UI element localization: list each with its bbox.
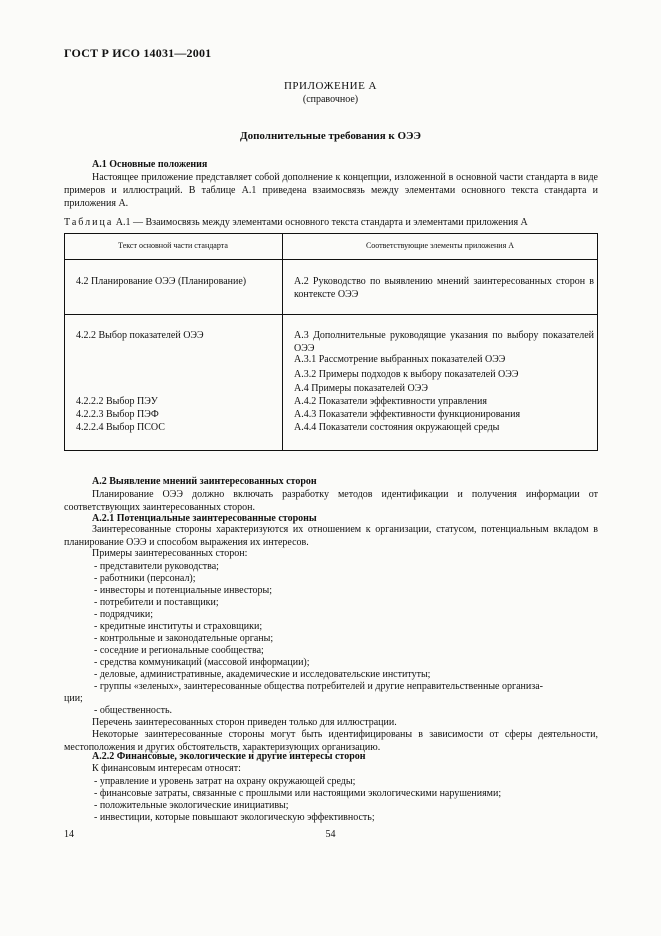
examples-intro: Примеры заинтересованных сторон: [92, 548, 248, 559]
list-item: - соседние и региональные сообщества; [94, 645, 264, 656]
section-a22-heading: А.2.2 Финансовые, экологические и другие интересы сторон [92, 751, 366, 762]
list-item: - положительные экологические инициативы; [94, 800, 289, 811]
section-a1-heading: А.1 Основные положения [92, 159, 208, 170]
list-item-continuation: ции; [64, 693, 83, 704]
table-row2-left-sub: 4.2.2.2 Выбор ПЭУ [76, 396, 158, 407]
list-item: - работники (персонал); [94, 573, 196, 584]
appendix-title: ПРИЛОЖЕНИЕ А [283, 80, 377, 92]
document-title: Дополнительные требования к ОЭЭ [240, 130, 421, 142]
note-illustration: Перечень заинтересованных сторон приведен только для иллюстрации. [92, 717, 397, 728]
section-a1-paragraph: Настоящее приложение представляет собой дополнение к концепции, изложенной в основной части стандарта в виде примеров и иллюстраций. В таблице А.1 приведена взаимосвязь между элементами основного текста стандарта и приложения А. [64, 172, 598, 209]
list-item: - финансовые затраты, связанные с прошлыми или настоящими экологическими нарушениями; [94, 788, 502, 799]
page-number-center: 54 [325, 829, 336, 840]
financial-intro: К финансовым интересам относят: [92, 763, 241, 774]
section-a21-heading: А.2.1 Потенциальные заинтересованные стороны [92, 513, 317, 524]
list-item: - управление и уровень затрат на охрану окружающей среды; [94, 776, 356, 787]
table-row2-left-sub: 4.2.2.4 Выбор ПСОС [76, 422, 165, 433]
section-a21-paragraph: Заинтересованные стороны характеризуются их отношением к организации, статусом, потенциальным вкладом в планирование ОЭЭ и способом выражения их интересов. [64, 524, 598, 548]
list-item: - общественность. [94, 705, 173, 716]
list-item: - подрядчики; [94, 609, 154, 620]
section-a2-paragraph: Планирование ОЭЭ должно включать разработку методов идентификации и получения информации от соответствующих заинтересованных сторон. [64, 489, 598, 513]
table-caption-text: А.1 — Взаимосвязь между элементами основного текста стандарта и элементами приложения А [113, 217, 528, 228]
list-item: - инвестиции, которые повышают экологическую эффективность; [94, 812, 375, 823]
list-item: - кредитные институты и страховщики; [94, 621, 263, 632]
list-item: - представители руководства; [94, 561, 219, 572]
page-number-left: 14 [64, 829, 74, 840]
table-header-divider [64, 259, 598, 260]
table-row2-right-line: А.4.2 Показатели эффективности управления [294, 396, 487, 407]
table-row2-right-line: А.4 Примеры показателей ОЭЭ [294, 383, 428, 394]
table-row2-right-line: А.4.3 Показатели эффективности функционирования [294, 409, 521, 420]
table-row1-right: А.2 Руководство по выявлению мнений заинтересованных сторон в контексте ОЭЭ [294, 276, 594, 300]
list-item: - группы «зеленых», заинтересованные общества потребителей и другие неправительственные организа- [94, 681, 543, 692]
note-identification: Некоторые заинтересованные стороны могут быть идентифицированы в зависимости от сферы деятельности, местоположения и других обстоятельств, характеризующих организацию. [64, 729, 598, 753]
list-item: - инвесторы и потенциальные инвесторы; [94, 585, 273, 596]
table-row2-left-sub: 4.2.2.3 Выбор ПЭФ [76, 409, 159, 420]
table-row2-right-line: А.3.1 Рассмотрение выбранных показателей ОЭЭ [294, 354, 506, 365]
section-a2-heading: А.2 Выявление мнений заинтересованных сторон [92, 476, 317, 487]
table-row2-left-main: 4.2.2 Выбор показателей ОЭЭ [76, 330, 204, 341]
table-row1-left: 4.2 Планирование ОЭЭ (Планирование) [76, 276, 247, 287]
table-header-right: Соответствующие элементы приложения А [365, 241, 515, 250]
relationship-table [64, 233, 598, 451]
list-item: - потребители и поставщики; [94, 597, 219, 608]
list-item: - контрольные и законодательные органы; [94, 633, 274, 644]
table-caption [64, 217, 528, 228]
appendix-subtitle: (справочное) [302, 94, 359, 105]
list-item: - средства коммуникаций (массовой информации); [94, 657, 310, 668]
table-row2-right-line: А.4.4 Показатели состояния окружающей среды [294, 422, 500, 433]
table-caption-prefix: Таблица [64, 217, 114, 228]
table-column-divider [282, 233, 283, 451]
list-item: - деловые, административные, академические и исследовательские институты; [94, 669, 431, 680]
table-row2-right-line: А.3.2 Примеры подходов к выбору показателей ОЭЭ [294, 369, 519, 380]
table-row-divider [64, 314, 598, 315]
document-header: ГОСТ Р ИСО 14031—2001 [64, 46, 212, 60]
table-row2-right-first: А.3 Дополнительные руководящие указания по выбору показателей ОЭЭ [294, 330, 594, 354]
table-header-left: Текст основной части стандарта [118, 241, 228, 250]
